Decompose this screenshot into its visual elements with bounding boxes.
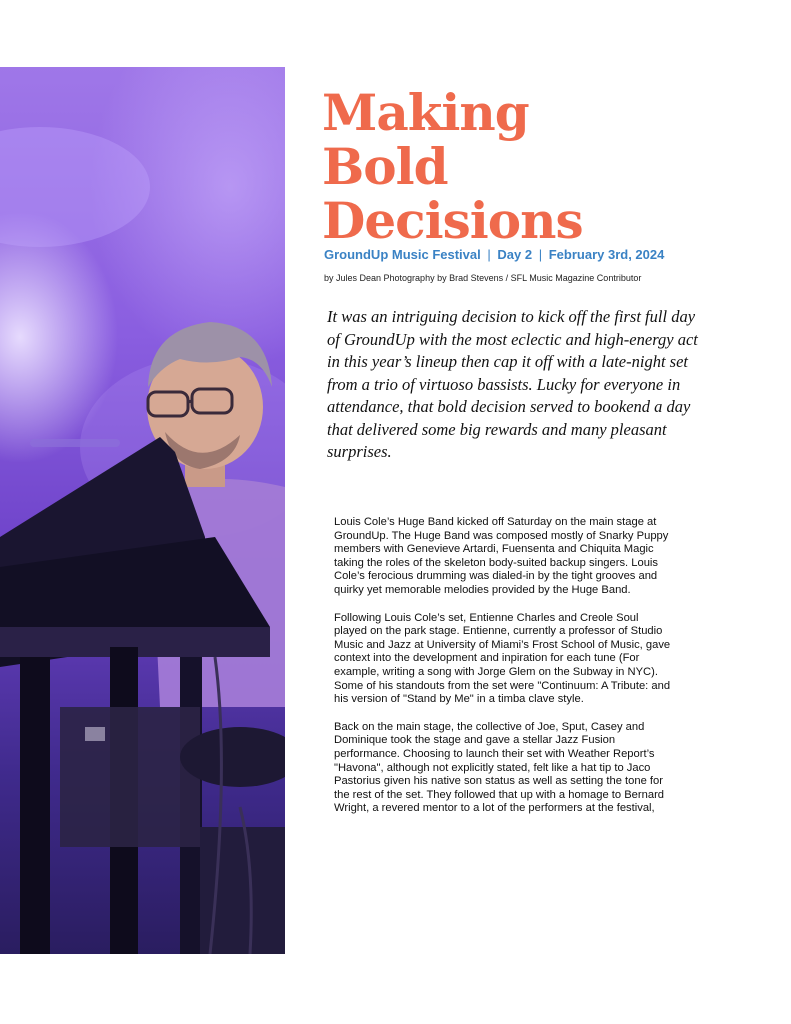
- body-paragraph: Louis Cole’s Huge Band kicked off Saturday on the main stage at GroundUp. The Huge Band was composed mostly of Snarky Puppy members with Genevieve Artardi, Fuensenta and Chiquita Magic taking the roles of the skeleton body-suited backup singers. Louis Cole’s ferocious drumming was dialed-in by the tight grooves and quirky yet memorable melodies provided by the Huge Band.: [334, 516, 669, 596]
- body-paragraph: Back on the main stage, the collective of Joe, Sput, Casey and Dominique took the stage and gave a stellar Jazz Fusion performance. Choosing to launch their set with Weather Report’s "Havona", although not explicitly stated, felt like a hat tip to Jaco Pastorius given his native son status as well as setting the tone for the rest of the set. They followed that up with a homage to Bernard Wright, a revered mentor to a lot of the performers at the festival,: [334, 720, 665, 815]
- article-body: [334, 516, 674, 830]
- lead-paragraph: It was an intriguing decision to kick off the first full day of GroundUp with the most eclectic and high-energy act in this year’s lineup then cap it off with a late-night set from a trio of virtuoso bassists. Lucky for everyone in attendance, that bold decision served to bookend a day that delivered some big rewards and many pleasant surprises.: [327, 307, 698, 461]
- separator: |: [538, 247, 543, 262]
- body-paragraph: Following Louis Cole’s set, Entienne Charles and Creole Soul played on the park stage. Entienne, currently a professor of Studio Music and Jazz at University of Miami’s Frost School of Music, gave context into the development and inpiration for each tune (For example, writing a song with Jorge Glem on the Subway in NYC). Some of his standouts from the set were "Continuum: A Tribute: and his version of "Stand by Me" in a timba clave style.: [334, 611, 671, 706]
- festival-day: Day 2: [497, 247, 533, 262]
- headline-line-1: Making: [322, 83, 529, 142]
- concert-photo: [0, 67, 285, 954]
- article-headline: [322, 83, 583, 250]
- byline: by Jules Dean Photography by Brad Stevens / SFL Music Magazine Contributor: [324, 273, 642, 283]
- event-subtitle: [324, 247, 664, 262]
- festival-date: February 3rd, 2024: [548, 247, 665, 262]
- headline-line-2: Bold: [322, 137, 448, 196]
- separator: |: [487, 247, 491, 262]
- headline-line-3: Decisions: [322, 191, 583, 250]
- festival-name: GroundUp Music Festival: [324, 247, 481, 262]
- keyboardist-illustration: [0, 67, 285, 954]
